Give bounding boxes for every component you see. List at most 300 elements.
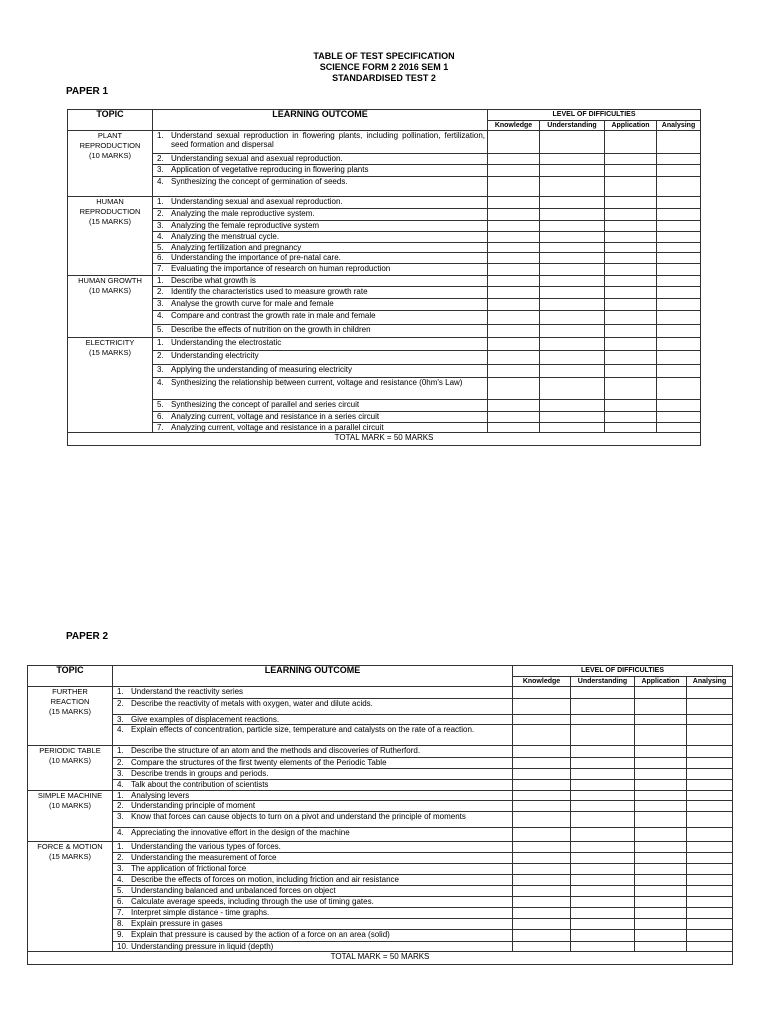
outcome-text: Interpret simple distance - time graphs.	[131, 908, 270, 917]
outcome-row	[28, 725, 733, 746]
outcome-row	[28, 897, 733, 908]
knowledge-cell	[513, 725, 571, 746]
application-cell	[635, 791, 687, 801]
outcome-text: Describe what growth is	[171, 276, 256, 285]
understanding-cell	[571, 699, 635, 715]
outcome-row	[28, 942, 733, 952]
outcome-row	[68, 197, 701, 209]
total-mark: TOTAL MARK = 50 MARKS	[68, 433, 701, 446]
learning-outcome-cell	[153, 232, 488, 243]
learning-outcome-cell	[153, 197, 488, 209]
analysing-cell	[657, 131, 701, 154]
outcome-row	[28, 758, 733, 769]
understanding-cell	[571, 725, 635, 746]
application-cell	[605, 232, 657, 243]
outcome-number: 2.	[117, 853, 124, 862]
application-cell	[605, 276, 657, 287]
knowledge-cell	[488, 131, 540, 154]
analysing-cell	[657, 338, 701, 351]
learning-outcome-cell	[153, 299, 488, 311]
understanding-cell	[540, 400, 605, 412]
topic-cell: PLANT REPRODUCTION (10 MARKS)	[68, 131, 153, 197]
application-cell	[605, 311, 657, 325]
outcome-text: Evaluating the importance of research on human reproduction	[171, 264, 391, 273]
knowledge-cell	[513, 791, 571, 801]
learning-outcome-cell	[153, 400, 488, 412]
outcome-number: 5.	[117, 886, 124, 895]
application-cell	[635, 908, 687, 919]
analysing-cell	[657, 423, 701, 433]
understanding-cell	[540, 423, 605, 433]
analysing-cell	[687, 791, 733, 801]
outcome-text: Explain pressure in gases	[131, 919, 223, 928]
knowledge-cell	[488, 400, 540, 412]
outcome-number: 4.	[117, 875, 124, 884]
analysing-cell	[657, 325, 701, 338]
understanding-cell	[571, 864, 635, 875]
learning-outcome-cell	[113, 864, 513, 875]
outcome-row	[28, 886, 733, 897]
understanding-header: Understanding	[540, 121, 605, 131]
analysing-cell	[657, 154, 701, 165]
analysing-cell	[657, 287, 701, 299]
learning-outcome-cell	[113, 769, 513, 780]
outcome-number: 7.	[117, 908, 124, 917]
outcome-number: 6.	[117, 897, 124, 906]
outcome-row	[28, 780, 733, 791]
knowledge-cell	[513, 864, 571, 875]
understanding-cell	[571, 828, 635, 842]
topic-cell: PERIODIC TABLE (10 MARKS)	[28, 746, 113, 791]
knowledge-cell	[513, 908, 571, 919]
analysing-cell	[687, 942, 733, 952]
understanding-cell	[571, 801, 635, 812]
outcome-row	[28, 828, 733, 842]
analysing-cell	[687, 699, 733, 715]
knowledge-cell	[488, 423, 540, 433]
paper-1-table	[67, 109, 701, 446]
outcome-number: 3.	[157, 221, 164, 230]
outcome-text: Describe the structure of an atom and the methods and discoveries of Rutherford.	[131, 746, 421, 755]
analysing-cell	[657, 253, 701, 264]
knowledge-cell	[513, 812, 571, 828]
outcome-number: 4.	[157, 177, 164, 186]
outcome-text: Compare and contrast the growth rate in male and female	[171, 311, 376, 320]
analysing-cell	[687, 769, 733, 780]
knowledge-cell	[488, 232, 540, 243]
application-cell	[605, 209, 657, 221]
outcome-number: 1.	[157, 276, 164, 285]
outcome-number: 2.	[157, 287, 164, 296]
analysing-cell	[687, 853, 733, 864]
knowledge-header: Knowledge	[488, 121, 540, 131]
understanding-cell	[540, 287, 605, 299]
outcome-text: Describe the reactivity of metals with oxygen, water and dilute acids.	[131, 699, 373, 708]
topic-header: TOPIC	[28, 666, 113, 687]
outcome-row	[68, 154, 701, 165]
outcome-row	[68, 177, 701, 197]
outcome-row	[68, 165, 701, 177]
understanding-cell	[540, 338, 605, 351]
learning-outcome-cell	[113, 897, 513, 908]
outcome-row	[68, 423, 701, 433]
outcome-text: Analyse the growth curve for male and female	[171, 299, 334, 308]
knowledge-cell	[513, 842, 571, 853]
application-cell	[605, 154, 657, 165]
understanding-cell	[540, 311, 605, 325]
application-cell	[635, 886, 687, 897]
application-cell	[635, 919, 687, 930]
paper-2-title: PAPER 2	[66, 631, 109, 642]
outcome-number: 4.	[117, 828, 124, 837]
application-cell	[635, 699, 687, 715]
understanding-cell	[571, 746, 635, 758]
analysing-cell	[657, 365, 701, 378]
understanding-cell	[571, 687, 635, 699]
learning-outcome-cell	[153, 243, 488, 253]
outcome-row	[28, 853, 733, 864]
understanding-cell	[540, 325, 605, 338]
outcome-text: Understanding the various types of forces.	[131, 842, 281, 851]
application-cell	[635, 687, 687, 699]
paper-2-table	[27, 665, 733, 965]
analysing-cell	[657, 177, 701, 197]
application-cell	[635, 828, 687, 842]
title-line-2: SCIENCE FORM 2 2016 SEM 1	[319, 62, 449, 72]
analysing-cell	[657, 221, 701, 232]
document-title-block	[0, 51, 768, 84]
outcome-row	[68, 400, 701, 412]
understanding-cell	[540, 209, 605, 221]
knowledge-cell	[513, 801, 571, 812]
learning-outcome-cell	[153, 338, 488, 351]
learning-outcome-cell	[113, 725, 513, 746]
understanding-cell	[571, 715, 635, 725]
analysing-cell	[687, 886, 733, 897]
analysing-cell	[687, 725, 733, 746]
application-cell	[635, 812, 687, 828]
outcome-row	[68, 209, 701, 221]
outcome-number: 10.	[117, 942, 129, 951]
analysing-cell	[687, 919, 733, 930]
understanding-cell	[540, 154, 605, 165]
application-cell	[605, 400, 657, 412]
outcome-text: Understanding electricity	[171, 351, 259, 360]
application-cell	[635, 801, 687, 812]
knowledge-cell	[513, 828, 571, 842]
outcome-text: Understand the reactivity series	[131, 687, 244, 696]
application-cell	[605, 264, 657, 276]
outcome-text: Describe trends in groups and periods.	[131, 769, 269, 778]
knowledge-cell	[488, 311, 540, 325]
understanding-cell	[571, 942, 635, 952]
learning-outcome-cell	[153, 365, 488, 378]
application-cell	[605, 131, 657, 154]
understanding-cell	[540, 299, 605, 311]
outcome-text: Analyzing the menstrual cycle.	[171, 232, 280, 241]
analysing-cell	[657, 243, 701, 253]
outcome-text: The application of frictional force	[131, 864, 247, 873]
knowledge-cell	[488, 276, 540, 287]
outcome-number: 7.	[157, 264, 164, 273]
outcome-row	[68, 299, 701, 311]
topic-header: TOPIC	[68, 110, 153, 131]
outcome-row	[68, 276, 701, 287]
application-cell	[605, 378, 657, 400]
outcome-text: Compare the structures of the first twenty elements of the Periodic Table	[131, 758, 387, 767]
knowledge-cell	[513, 780, 571, 791]
application-cell	[635, 842, 687, 853]
total-row	[68, 433, 701, 446]
learning-outcome-cell	[113, 758, 513, 769]
knowledge-cell	[513, 769, 571, 780]
analysing-cell	[657, 400, 701, 412]
outcome-text: Synthesizing the relationship between current, voltage and resistance (0hm's Law)	[171, 378, 463, 387]
application-cell	[605, 325, 657, 338]
learning-outcome-cell	[153, 412, 488, 423]
learning-outcome-cell	[113, 942, 513, 952]
title-line-1: TABLE OF TEST SPECIFICATION	[313, 51, 455, 61]
outcome-row	[68, 131, 701, 154]
analysing-cell	[687, 758, 733, 769]
outcome-row	[28, 908, 733, 919]
knowledge-cell	[488, 365, 540, 378]
outcome-text: Explain that pressure is caused by the action of a force on an area (solid)	[131, 930, 390, 939]
outcome-row	[28, 930, 733, 942]
outcome-number: 2.	[157, 154, 164, 163]
knowledge-cell	[513, 897, 571, 908]
outcome-text: Analyzing the female reproductive system	[171, 221, 320, 230]
learning-outcome-cell	[153, 177, 488, 197]
knowledge-header: Knowledge	[513, 677, 571, 687]
understanding-cell	[540, 365, 605, 378]
outcome-row	[28, 875, 733, 886]
knowledge-cell	[488, 264, 540, 276]
outcome-text: Applying the understanding of measuring electricity	[171, 365, 352, 374]
learning-outcome-cell	[153, 423, 488, 433]
total-row	[28, 952, 733, 965]
outcome-number: 1.	[117, 746, 124, 755]
analysing-cell	[687, 875, 733, 886]
outcome-number: 1.	[117, 791, 124, 800]
application-cell	[635, 864, 687, 875]
understanding-cell	[540, 165, 605, 177]
analysing-cell	[657, 232, 701, 243]
learning-outcome-cell	[113, 853, 513, 864]
outcome-text: Analysing levers	[131, 791, 190, 800]
knowledge-cell	[513, 930, 571, 942]
outcome-text: Describe the effects of nutrition on the growth in children	[171, 325, 371, 334]
application-cell	[605, 165, 657, 177]
analysing-cell	[687, 897, 733, 908]
outcome-row	[28, 919, 733, 930]
learning-outcome-cell	[113, 780, 513, 791]
understanding-cell	[540, 177, 605, 197]
outcome-row	[28, 801, 733, 812]
understanding-cell	[571, 769, 635, 780]
understanding-cell	[540, 412, 605, 423]
understanding-cell	[540, 276, 605, 287]
analysing-cell	[687, 828, 733, 842]
outcome-row	[68, 243, 701, 253]
outcome-text: Understanding the importance of pre-natal care.	[171, 253, 341, 262]
outcome-number: 2.	[157, 351, 164, 360]
knowledge-cell	[513, 919, 571, 930]
learning-outcome-cell	[113, 930, 513, 942]
outcome-number: 2.	[157, 209, 164, 218]
level-of-difficulties-header: LEVEL OF DIFFICULTIES	[488, 110, 701, 121]
understanding-cell	[540, 351, 605, 365]
outcome-text: Understanding pressure in liquid (depth)	[131, 942, 274, 951]
understanding-cell	[571, 791, 635, 801]
outcome-row	[68, 325, 701, 338]
outcome-text: Give examples of displacement reactions.	[131, 715, 280, 724]
analysing-cell	[657, 351, 701, 365]
application-cell	[635, 715, 687, 725]
understanding-cell	[571, 897, 635, 908]
topic-cell: HUMAN GROWTH (10 MARKS)	[68, 276, 153, 338]
analysing-cell	[657, 311, 701, 325]
understanding-cell	[540, 264, 605, 276]
total-mark: TOTAL MARK = 50 MARKS	[28, 952, 733, 965]
outcome-number: 2.	[117, 758, 124, 767]
outcome-number: 9.	[117, 930, 124, 939]
learning-outcome-header: LEARNING OUTCOME	[113, 666, 513, 687]
outcome-row	[28, 769, 733, 780]
outcome-number: 4.	[157, 232, 164, 241]
learning-outcome-cell	[113, 699, 513, 715]
knowledge-cell	[513, 853, 571, 864]
knowledge-cell	[513, 699, 571, 715]
level-of-difficulties-header: LEVEL OF DIFFICULTIES	[513, 666, 733, 677]
outcome-text: Explain effects of concentration, particle size, temperature and catalysts on the rate of a reaction.	[131, 725, 475, 734]
analysing-cell	[687, 780, 733, 791]
knowledge-cell	[513, 942, 571, 952]
analysing-cell	[687, 864, 733, 875]
application-cell	[605, 365, 657, 378]
understanding-cell	[571, 919, 635, 930]
outcome-row	[28, 746, 733, 758]
application-header: Application	[635, 677, 687, 687]
outcome-text: Appreciating the innovative effort in the design of the machine	[131, 828, 350, 837]
understanding-cell	[571, 908, 635, 919]
analysing-cell	[687, 715, 733, 725]
learning-outcome-cell	[153, 287, 488, 299]
learning-outcome-cell	[113, 875, 513, 886]
knowledge-cell	[488, 221, 540, 232]
topic-cell: FORCE & MOTION (15 MARKS)	[28, 842, 113, 952]
knowledge-cell	[488, 243, 540, 253]
understanding-cell	[571, 842, 635, 853]
outcome-row	[68, 287, 701, 299]
application-cell	[605, 243, 657, 253]
analysing-cell	[687, 801, 733, 812]
topic-cell: ELECTRICITY (15 MARKS)	[68, 338, 153, 433]
application-cell	[635, 930, 687, 942]
outcome-number: 3.	[117, 769, 124, 778]
application-header: Application	[605, 121, 657, 131]
understanding-cell	[571, 780, 635, 791]
outcome-row	[68, 378, 701, 400]
application-cell	[605, 412, 657, 423]
learning-outcome-cell	[153, 154, 488, 165]
outcome-text: Application of vegetative reproducing in flowering plants	[171, 165, 369, 174]
outcome-number: 1.	[117, 842, 124, 851]
application-cell	[635, 853, 687, 864]
outcome-row	[68, 338, 701, 351]
knowledge-cell	[488, 209, 540, 221]
learning-outcome-cell	[153, 325, 488, 338]
learning-outcome-cell	[113, 746, 513, 758]
outcome-number: 5.	[157, 325, 164, 334]
analysing-cell	[687, 812, 733, 828]
understanding-header: Understanding	[571, 677, 635, 687]
outcome-text: Analyzing fertilization and pregnancy	[171, 243, 302, 252]
application-cell	[635, 875, 687, 886]
outcome-text: Analyzing the male reproductive system.	[171, 209, 315, 218]
learning-outcome-cell	[113, 801, 513, 812]
outcome-number: 3.	[157, 299, 164, 308]
outcome-row	[28, 864, 733, 875]
analysing-cell	[687, 687, 733, 699]
understanding-cell	[540, 197, 605, 209]
outcome-text: Understanding sexual and asexual reproduction.	[171, 154, 343, 163]
understanding-cell	[540, 378, 605, 400]
application-cell	[635, 780, 687, 791]
learning-outcome-cell	[113, 886, 513, 897]
analysing-cell	[687, 746, 733, 758]
understanding-cell	[540, 221, 605, 232]
outcome-text: Understanding the electrostatic	[171, 338, 282, 347]
outcome-number: 2.	[117, 801, 124, 810]
learning-outcome-cell	[153, 351, 488, 365]
application-cell	[605, 299, 657, 311]
outcome-text: Understanding sexual and asexual reproduction.	[171, 197, 343, 206]
outcome-number: 6.	[157, 253, 164, 262]
outcome-number: 3.	[157, 165, 164, 174]
outcome-number: 1.	[157, 338, 164, 347]
knowledge-cell	[488, 338, 540, 351]
knowledge-cell	[488, 177, 540, 197]
analysing-cell	[657, 412, 701, 423]
learning-outcome-cell	[113, 687, 513, 699]
outcome-number: 3.	[117, 812, 124, 821]
knowledge-cell	[513, 875, 571, 886]
outcome-text: Understanding the measurement of force	[131, 853, 277, 862]
outcome-text: Understanding balanced and unbalanced forces on object	[131, 886, 336, 895]
outcome-row	[68, 412, 701, 423]
outcome-text: Analyzing current, voltage and resistance in a parallel circuit	[171, 423, 384, 432]
outcome-row	[68, 221, 701, 232]
understanding-cell	[540, 243, 605, 253]
outcome-row	[28, 687, 733, 699]
outcome-number: 4.	[117, 780, 124, 789]
learning-outcome-cell	[153, 311, 488, 325]
outcome-text: Synthesizing the concept of germination of seeds.	[171, 177, 348, 186]
analysing-cell	[657, 209, 701, 221]
knowledge-cell	[513, 746, 571, 758]
learning-outcome-cell	[153, 131, 488, 154]
outcome-text: Describe the effects of forces on motion, including friction and air resistance	[131, 875, 399, 884]
outcome-row	[28, 812, 733, 828]
analysing-cell	[687, 930, 733, 942]
learning-outcome-cell	[153, 264, 488, 276]
application-cell	[605, 221, 657, 232]
knowledge-cell	[488, 325, 540, 338]
knowledge-cell	[488, 197, 540, 209]
outcome-text: Analyzing current, voltage and resistance in a series circuit	[171, 412, 380, 421]
outcome-row	[68, 351, 701, 365]
